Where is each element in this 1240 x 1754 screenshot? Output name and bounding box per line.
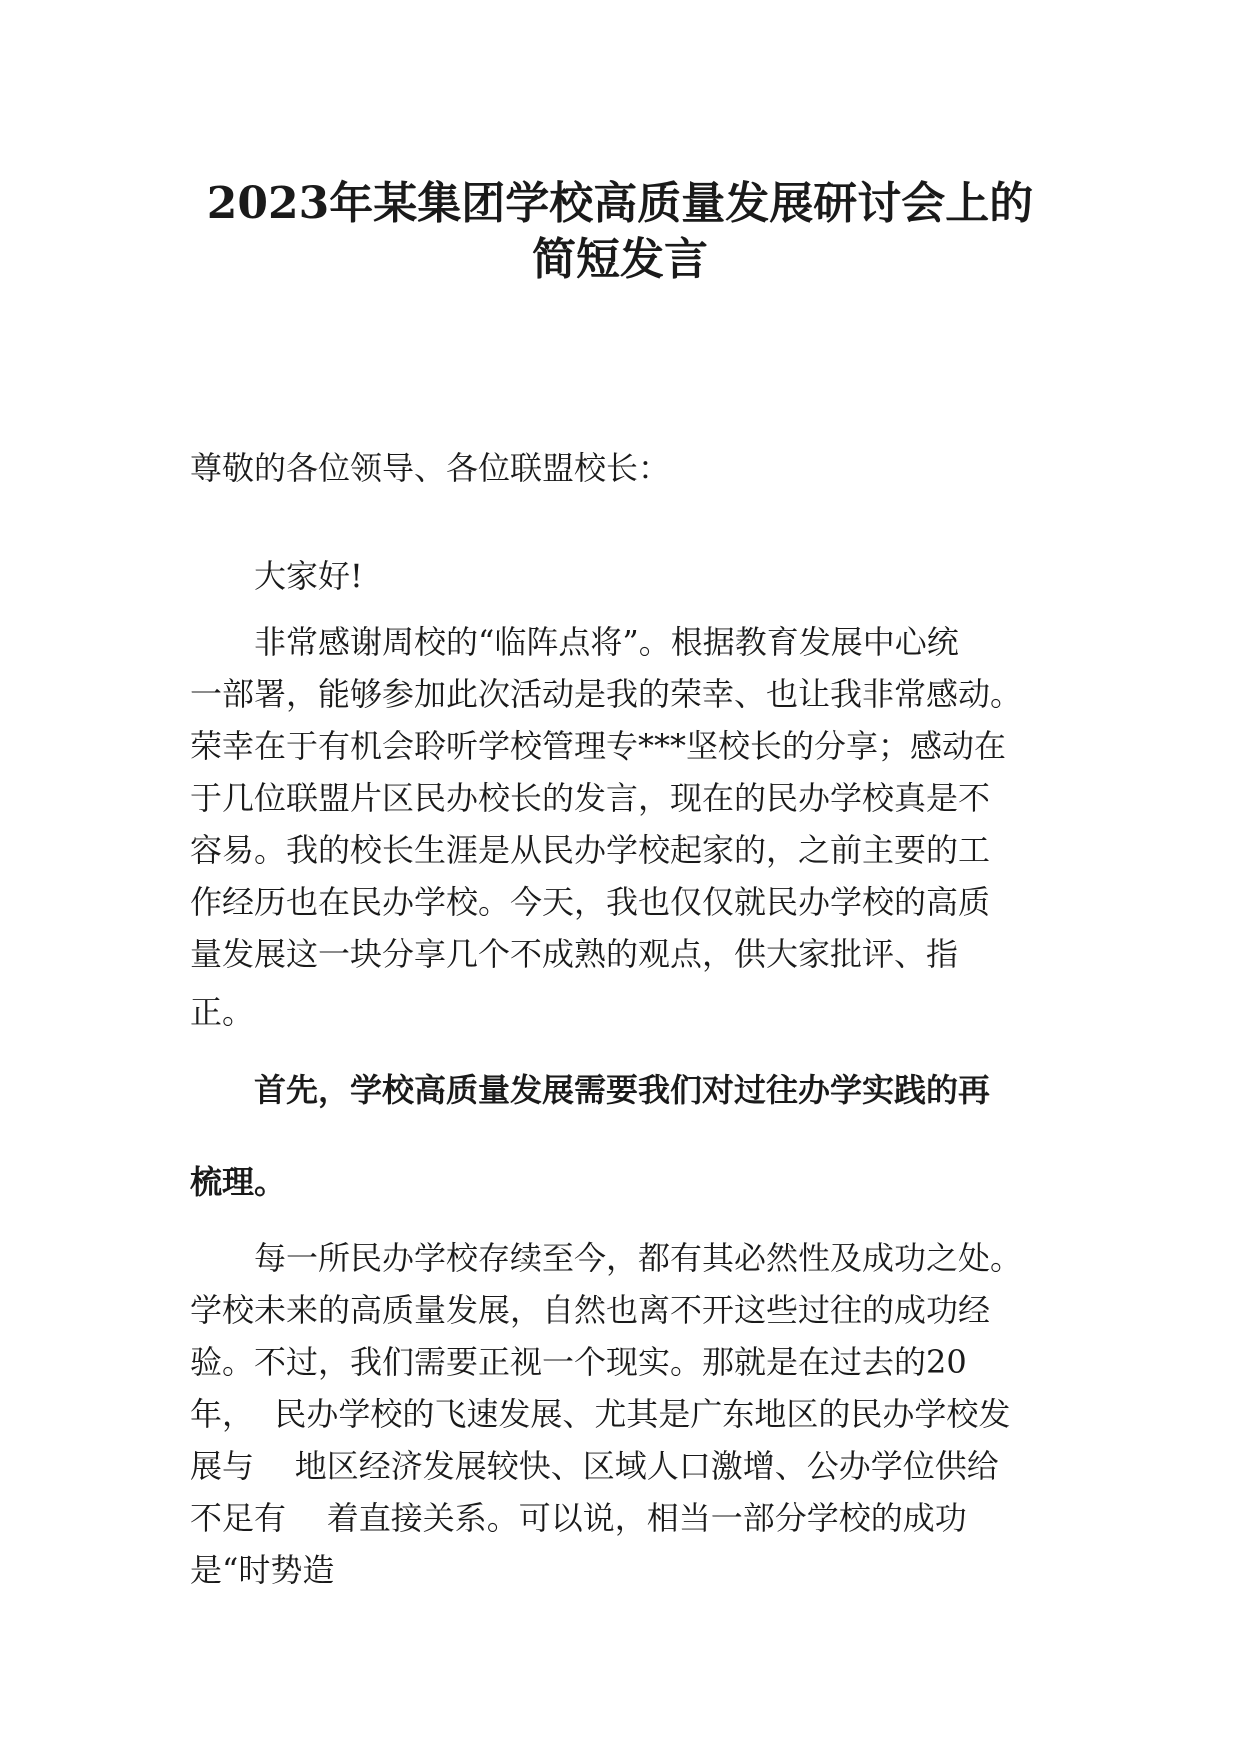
paragraph-1-line-5: 容易。我的校长生涯是从民办学校起家的，之前主要的工: [190, 831, 991, 869]
paragraph-1-line-1: 非常感谢周校的“临阵点将”。根据教育发展中心统: [254, 623, 959, 661]
paragraph-2-line-6: 不足有 着直接关系。可以说，相当一部分学校的成功: [190, 1499, 967, 1537]
paragraph-2-line-3: 验。不过，我们需要正视一个现实。那就是在过去的20: [190, 1343, 967, 1381]
document-title-line-1: 2023年某集团学校高质量发展研讨会上的: [206, 178, 1034, 229]
paragraph-1-line-3: 荣幸在于有机会聆听学校管理专***坚校长的分享；感动在: [190, 727, 1007, 765]
paragraph-2-line-7: 是“时势造: [190, 1551, 335, 1589]
salutation: 尊敬的各位领导、各位联盟校长：: [190, 449, 671, 487]
paragraph-1-line-6: 作经历也在民办学校。今天，我也仅仅就民办学校的高质: [190, 883, 991, 921]
paragraph-1-line-7: 量发展这一块分享几个不成熟的观点，供大家批评、指: [190, 935, 959, 973]
paragraph-1-line-2: 一部署，能够参加此次活动是我的荣幸、也让我非常感动。: [190, 675, 1023, 713]
document-title-line-2: 简短发言: [532, 234, 708, 285]
paragraph-2-line-2: 学校未来的高质量发展，自然也离不开这些过往的成功经: [190, 1291, 991, 1329]
section-heading-line-1: 首先，学校高质量发展需要我们对过往办学实践的再: [254, 1071, 991, 1109]
greeting: 大家好!: [254, 557, 363, 595]
paragraph-1-line-4: 于几位联盟片区民办校长的发言，现在的民办学校真是不: [190, 779, 991, 817]
paragraph-1-line-8: 正。: [190, 993, 255, 1031]
paragraph-2-line-4: 年， 民办学校的飞速发展、尤其是广东地区的民办学校发: [190, 1395, 1011, 1433]
section-heading-line-2: 梳理。: [190, 1163, 287, 1201]
paragraph-2-line-5: 展与 地区经济发展较快、区域人口激增、公办学位供给: [190, 1447, 999, 1485]
paragraph-2-line-1: 每一所民办学校存续至今，都有其必然性及成功之处。: [254, 1239, 1023, 1277]
